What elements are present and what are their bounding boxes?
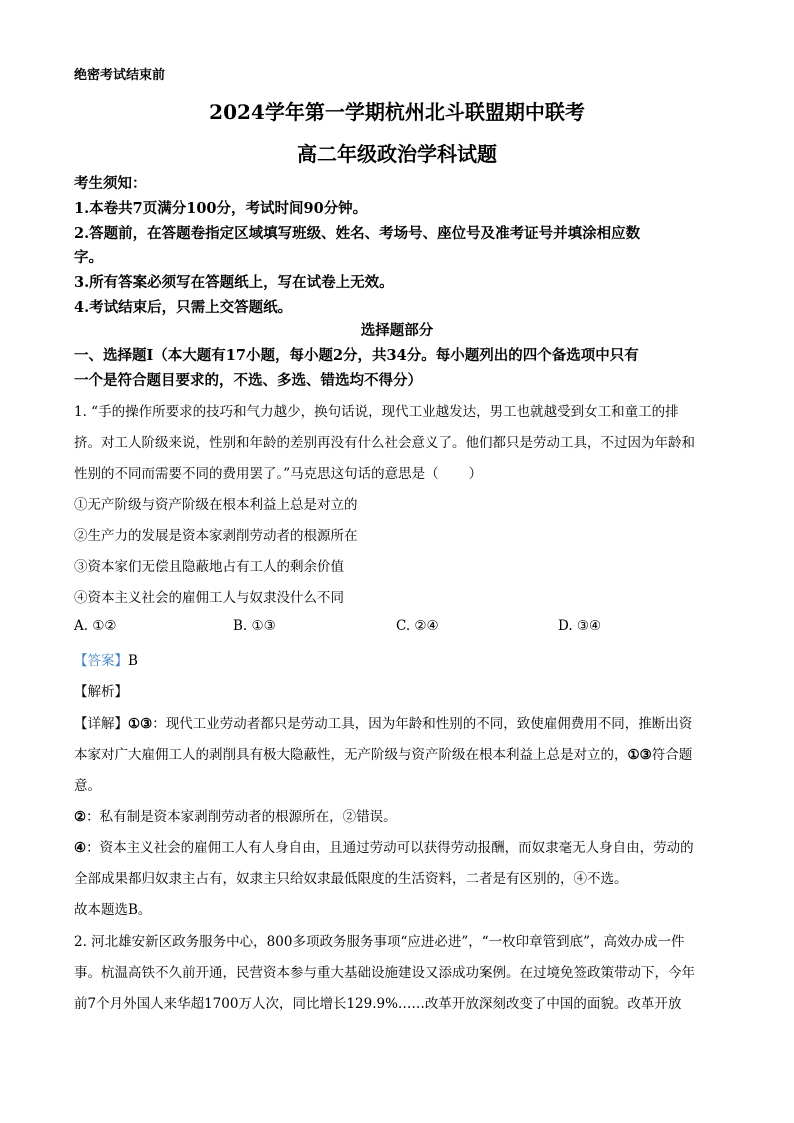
detail-tag: 【详解】 <box>74 716 128 732</box>
conclusion: 故本题选B。 <box>74 902 152 918</box>
q1-stem-line: 1. “手的操作所要求的技巧和气力越少，换句话说，现代工业越发达，男工也就越受到女工和童工的排 <box>74 404 679 420</box>
detail-text: 本家对广大雇佣工人的剥削具有极大隐蔽性，无产阶级与资产阶级在根本利益上总是对立的， <box>74 747 628 763</box>
detail-lead: ② <box>74 809 87 825</box>
detail-line: 全部成果都归奴隶主占有，奴隶主只给奴隶最低限度的生活资料，二者是有区别的，④不选。 <box>74 871 628 887</box>
q1-statement: ①无产阶级与资产阶级在根本利益上总是对立的 <box>74 497 358 513</box>
detail-lead: ④ <box>74 840 87 856</box>
detail-line <box>74 712 692 732</box>
detail-text-end: 符合题 <box>651 747 693 763</box>
detail-bold: ①③ <box>627 747 652 763</box>
q1-statement: ②生产力的发展是资本家剥削劳动者的根源所在 <box>74 528 358 544</box>
q1-option-d: D. ③④ <box>558 618 602 634</box>
q1-statement: ④资本主义社会的雇佣工人与奴隶没什么不同 <box>74 590 344 606</box>
detail-line <box>74 805 397 825</box>
answer-line <box>74 649 138 669</box>
detail-text: ：资本主义社会的雇佣工人有人身自由，且通过劳动可以获得劳动报酬，而奴隶毫无人身自由，劳动的 <box>86 840 694 856</box>
q1-stem-line <box>74 462 482 482</box>
notice-item: 2.答题前，在答题卷指定区域填写班级、姓名、考场号、座位号及准考证号并填涂相应数 <box>74 225 641 242</box>
q1-option-a: A. ①② <box>74 618 117 634</box>
q2-stem-line: 2. 河北雄安新区政务服务中心，800多项政务服务事项“应进必进”，“一枚印章管到底”，高效办成一件 <box>74 934 685 950</box>
q1-stem-line: 挤。对工人阶级来说，性别和年龄的差别再没有什么社会意义了。他们都只是劳动工具，不过因为年龄和 <box>74 435 695 451</box>
detail-line <box>74 836 694 856</box>
q1-option-c: C. ②④ <box>396 618 439 634</box>
detail-line: 意。 <box>74 778 101 794</box>
detail-text: ：现代工业劳动者都只是劳动工具，因为年龄和性别的不同，致使雇佣费用不同，推断出资 <box>152 716 693 732</box>
section-title: 选择题部分 <box>360 322 434 339</box>
answer-value: B <box>128 653 138 669</box>
exam-subtitle: 高二年级政治学科试题 <box>297 142 497 166</box>
notice-item: 1.本卷共7页满分100分，考试时间90分钟。 <box>74 200 368 217</box>
answer-tag: 【答案】 <box>74 653 128 669</box>
detail-line <box>74 743 692 763</box>
exam-title: 2024学年第一学期杭州北斗联盟期中联考 <box>209 100 585 124</box>
q1-stem-text: 性别的不同而需要不同的费用罢了。”马克思这句话的意思是（ <box>74 466 439 482</box>
notice-heading: 考生须知： <box>74 175 147 192</box>
notice-item: 3.所有答案必须写在答题纸上，写在试卷上无效。 <box>74 274 394 291</box>
q1-statement: ③资本家们无偿且隐蔽地占有工人的剩余价值 <box>74 559 344 575</box>
q2-stem-line: 事。杭温高铁不久前开通，民营资本参与重大基础设施建设又添成功案例。在过境免签政策带动下，今年 <box>74 965 695 981</box>
q1-stem-close: ） <box>468 466 483 482</box>
section-instruction: 一个是符合题目要求的，不选、多选、错选均不得分） <box>74 372 422 389</box>
analysis-tag: 【解析】 <box>74 684 128 700</box>
q2-stem-line: 前7个月外国人来华超1700万人次，同比增长129.9%……改革开放深刻改变了中国的面貌。改革开放 <box>74 996 682 1012</box>
q1-option-b: B. ①③ <box>233 618 276 634</box>
section-instruction: 一、选择题Ⅰ（本大题有17小题，每小题2分，共34分。每小题列出的四个备选项中只有 <box>74 347 639 364</box>
notice-item: 字。 <box>74 249 103 266</box>
detail-lead: ①③ <box>128 716 153 732</box>
detail-text: ：私有制是资本家剥削劳动者的根源所在，②错误。 <box>86 809 397 825</box>
secret-label: 绝密考试结束前 <box>74 68 166 83</box>
notice-item: 4.考试结束后，只需上交答题纸。 <box>74 299 293 316</box>
